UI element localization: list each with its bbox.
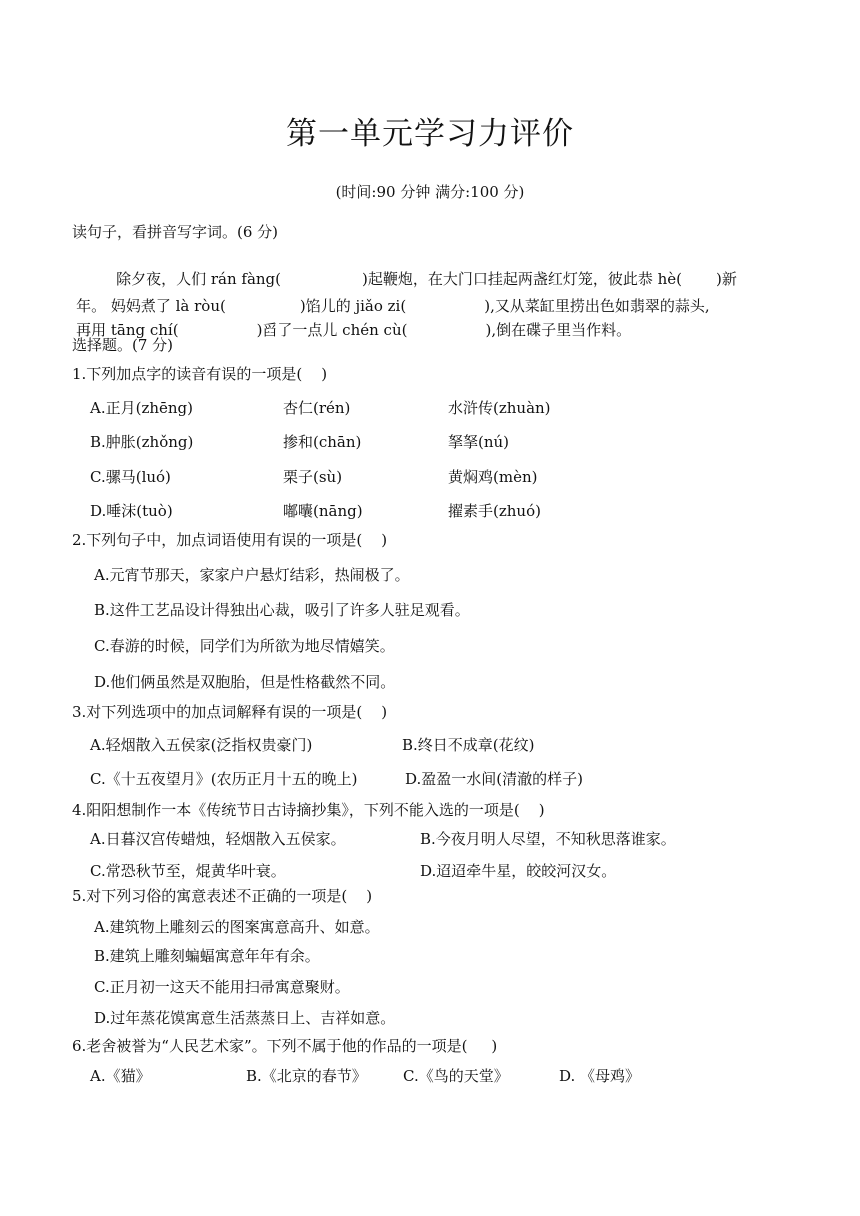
q4-option-a[interactable]: A.日暮汉宫传蜡烛，轻烟散入五侯家。 <box>90 830 346 848</box>
text: )舀了一点儿 chén cù( <box>256 321 408 339</box>
q1-option-d[interactable]: D.唾沫(tuò) <box>90 502 173 520</box>
q5-stem: 5.对下列习俗的寓意表述不正确的一项是( ) <box>72 887 373 905</box>
q2-option-c[interactable]: C.春游的时候，同学们为所欲为地尽情嬉笑。 <box>94 637 395 655</box>
q1-option-c-word3: 黄焖鸡(mèn) <box>448 468 538 486</box>
q1-option-a[interactable]: A.正月(zhēng) <box>90 399 194 417</box>
q4-option-b[interactable]: B.今夜月明人尽望，不知秋思落谁家。 <box>420 830 676 848</box>
q1-stem: 1.下列加点字的读音有误的一项是( ) <box>72 365 328 383</box>
q1-option-c-word2: 栗子(sù) <box>283 468 343 486</box>
q1-option-c[interactable]: C.骡马(luó) <box>90 468 171 486</box>
q3-option-c[interactable]: C.《十五夜望月》(农历正月十五的晚上) <box>90 770 358 788</box>
text: ),又从菜缸里捞出色如翡翠的蒜头, <box>484 297 710 315</box>
text: 年。 妈妈煮了 là ròu( <box>76 297 226 315</box>
q2-stem: 2.下列句子中，加点词语使用有误的一项是( ) <box>72 531 388 549</box>
part2-heading: 选择题。(7 分) <box>72 336 174 354</box>
q2-option-d[interactable]: D.他们俩虽然是双胞胎，但是性格截然不同。 <box>94 673 396 691</box>
text: )馅儿的 jiǎo zi( <box>299 297 407 315</box>
q1-option-d-word2: 嘟囔(nāng) <box>283 502 363 520</box>
part1-heading: 读句子，看拼音写字词。(6 分) <box>72 223 279 241</box>
q3-option-a[interactable]: A.轻烟散入五侯家(泛指权贵豪门) <box>90 736 313 754</box>
q1-option-b-word3: 拏拏(nú) <box>448 433 510 451</box>
text: ),倒在碟子里当作料。 <box>485 321 632 339</box>
q6-stem: 6.老舍被誉为“人民艺术家”。下列不属于他的作品的一项是( ) <box>72 1037 498 1055</box>
q3-option-d[interactable]: D.盈盈一水间(清澈的样子) <box>405 770 583 788</box>
q2-option-b[interactable]: B.这件工艺品设计得独出心裁，吸引了许多人驻足观看。 <box>94 601 470 619</box>
q1-option-d-word3: 擢素手(zhuó) <box>448 502 541 520</box>
q1-option-a-word2: 杏仁(rén) <box>283 399 351 417</box>
q4-stem: 4.阳阳想制作一本《传统节日古诗摘抄集》，下列不能入选的一项是( ) <box>72 801 545 819</box>
q1-option-a-word3: 水浒传(zhuàn) <box>448 399 551 417</box>
text: 再用 tāng chí( <box>76 321 179 339</box>
q3-option-b[interactable]: B.终日不成章(花纹) <box>402 736 535 754</box>
q5-option-b[interactable]: B.建筑上雕刻蝙蝠寓意年年有余。 <box>94 947 320 965</box>
q4-option-c[interactable]: C.常恐秋节至，焜黄华叶衰。 <box>90 862 286 880</box>
q1-option-b[interactable]: B.肿胀(zhǒng) <box>90 433 194 451</box>
q6-option-a[interactable]: A.《猫》 <box>90 1067 151 1085</box>
q6-option-b[interactable]: B.《北京的春节》 <box>246 1067 367 1085</box>
exam-info: (时间:90 分钟 满分:100 分) <box>335 183 525 201</box>
q4-option-d[interactable]: D.迢迢牵牛星，皎皎河汉女。 <box>420 862 617 880</box>
text: )新 <box>716 270 737 288</box>
q1-option-b-word2: 掺和(chān) <box>283 433 362 451</box>
q5-option-c[interactable]: C.正月初一这天不能用扫帚寓意聚财。 <box>94 978 350 996</box>
q5-option-a[interactable]: A.建筑物上雕刻云的图案寓意高升、如意。 <box>94 918 380 936</box>
q2-option-a[interactable]: A.元宵节那天，家家户户悬灯结彩，热闹极了。 <box>94 566 410 584</box>
q6-option-d[interactable]: D. 《母鸡》 <box>559 1067 641 1085</box>
text: 除夕夜，人们 rán fàng( <box>116 270 281 288</box>
q3-stem: 3.对下列选项中的加点词解释有误的一项是( ) <box>72 703 388 721</box>
q6-option-c[interactable]: C.《鸟的天堂》 <box>403 1067 509 1085</box>
q5-option-d[interactable]: D.过年蒸花馍寓意生活蒸蒸日上、吉祥如意。 <box>94 1009 396 1027</box>
page-title: 第一单元学习力评价 <box>286 116 574 152</box>
text: )起鞭炮，在大门口挂起两盏红灯笼，彼此恭 hè( <box>362 270 683 288</box>
